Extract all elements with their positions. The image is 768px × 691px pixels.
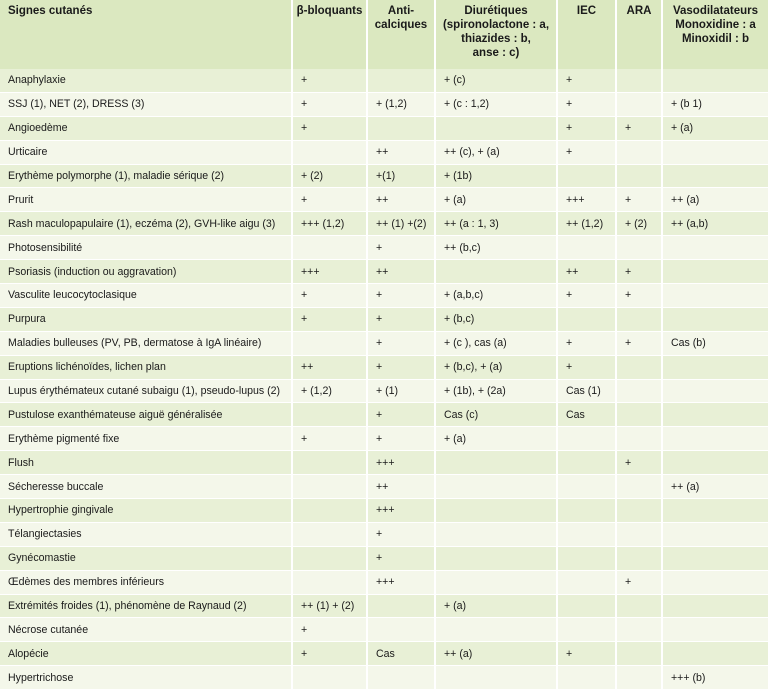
value-cell: ++	[367, 475, 435, 499]
value-cell	[557, 522, 616, 546]
value-cell: +	[557, 331, 616, 355]
table-row	[0, 116, 768, 140]
value-cell	[616, 499, 662, 523]
table-row	[0, 522, 768, 546]
value-cell: ++ (a : 1, 3)	[435, 212, 557, 236]
sign-cell: Erythème polymorphe (1), maladie sérique (2)	[0, 164, 292, 188]
value-cell	[292, 140, 367, 164]
value-cell	[367, 666, 435, 690]
value-cell	[616, 355, 662, 379]
value-cell	[435, 666, 557, 690]
value-cell: +	[557, 116, 616, 140]
value-cell	[367, 69, 435, 92]
value-cell	[616, 403, 662, 427]
header-vasodilatateurs: Vasodilatateurs Monoxidine : a Minoxidil : b	[662, 0, 768, 69]
value-cell: +	[367, 427, 435, 451]
value-cell: + (1)	[367, 379, 435, 403]
value-cell: ++	[292, 355, 367, 379]
sign-cell: Œdèmes des membres inférieurs	[0, 570, 292, 594]
value-cell: + (1b), + (2a)	[435, 379, 557, 403]
value-cell: +	[292, 307, 367, 331]
value-cell	[662, 69, 768, 92]
value-cell: +++	[292, 260, 367, 284]
value-cell	[616, 475, 662, 499]
value-cell: ++ (1) +(2)	[367, 212, 435, 236]
value-cell	[616, 522, 662, 546]
value-cell: ++	[557, 260, 616, 284]
value-cell: ++ (b,c)	[435, 236, 557, 260]
value-cell: +	[292, 92, 367, 116]
value-cell	[292, 236, 367, 260]
value-cell	[616, 69, 662, 92]
value-cell	[435, 522, 557, 546]
value-cell	[616, 236, 662, 260]
value-cell: +	[616, 260, 662, 284]
value-cell	[435, 570, 557, 594]
value-cell: +	[557, 92, 616, 116]
value-cell: + (a)	[435, 594, 557, 618]
value-cell: +++	[367, 451, 435, 475]
value-cell	[616, 379, 662, 403]
value-cell: +	[292, 188, 367, 212]
table-row	[0, 618, 768, 642]
value-cell: +	[292, 618, 367, 642]
header-beta-bloquants: β-bloquants	[292, 0, 367, 69]
value-cell	[367, 618, 435, 642]
value-cell	[616, 140, 662, 164]
value-cell	[662, 379, 768, 403]
table-row	[0, 331, 768, 355]
value-cell: +	[367, 236, 435, 260]
value-cell	[662, 618, 768, 642]
sign-cell: Alopécie	[0, 642, 292, 666]
value-cell: +	[367, 284, 435, 308]
sign-cell: Eruptions lichénoïdes, lichen plan	[0, 355, 292, 379]
value-cell	[557, 546, 616, 570]
value-cell	[616, 594, 662, 618]
value-cell: +	[557, 69, 616, 92]
header-ara: ARA	[616, 0, 662, 69]
value-cell	[616, 92, 662, 116]
value-cell	[557, 594, 616, 618]
sign-cell: Prurit	[0, 188, 292, 212]
header-anti-calciques: Anti- calciques	[367, 0, 435, 69]
sign-cell: Télangiectasies	[0, 522, 292, 546]
sign-cell: Rash maculopapulaire (1), eczéma (2), GVH-like aigu (3)	[0, 212, 292, 236]
value-cell: +	[367, 522, 435, 546]
value-cell	[662, 355, 768, 379]
value-cell	[557, 475, 616, 499]
header-signes-cutanes: Signes cutanés	[0, 0, 292, 69]
value-cell: +	[292, 116, 367, 140]
value-cell: Cas (c)	[435, 403, 557, 427]
value-cell: + (2)	[616, 212, 662, 236]
sign-cell: Anaphylaxie	[0, 69, 292, 92]
value-cell: +	[367, 307, 435, 331]
value-cell	[292, 331, 367, 355]
value-cell: ++	[367, 188, 435, 212]
value-cell	[662, 236, 768, 260]
value-cell: Cas	[557, 403, 616, 427]
sign-cell: Hypertrichose	[0, 666, 292, 690]
value-cell: Cas (b)	[662, 331, 768, 355]
header-diuretiques: Diurétiques (spironolactone : a, thiazides : b, anse : c)	[435, 0, 557, 69]
table-row	[0, 284, 768, 308]
value-cell: ++ (a,b)	[662, 212, 768, 236]
value-cell: Cas (1)	[557, 379, 616, 403]
value-cell: +++ (b)	[662, 666, 768, 690]
value-cell	[292, 403, 367, 427]
value-cell	[435, 618, 557, 642]
value-cell: +	[292, 284, 367, 308]
value-cell: ++	[367, 140, 435, 164]
sign-cell: Maladies bulleuses (PV, PB, dermatose à IgA linéaire)	[0, 331, 292, 355]
value-cell	[557, 236, 616, 260]
value-cell: + (a,b,c)	[435, 284, 557, 308]
table-row	[0, 499, 768, 523]
table-row	[0, 188, 768, 212]
table-row	[0, 379, 768, 403]
value-cell	[435, 116, 557, 140]
table-row	[0, 355, 768, 379]
value-cell	[662, 499, 768, 523]
sign-cell: Urticaire	[0, 140, 292, 164]
value-cell	[662, 451, 768, 475]
value-cell	[616, 164, 662, 188]
table-row	[0, 666, 768, 690]
table-row	[0, 427, 768, 451]
value-cell: + (b,c)	[435, 307, 557, 331]
table-row	[0, 594, 768, 618]
table-body	[0, 69, 768, 690]
value-cell	[662, 642, 768, 666]
value-cell: +	[557, 284, 616, 308]
value-cell	[662, 284, 768, 308]
value-cell: +	[367, 331, 435, 355]
sign-cell: Nécrose cutanée	[0, 618, 292, 642]
value-cell	[662, 427, 768, 451]
value-cell	[367, 594, 435, 618]
value-cell	[662, 260, 768, 284]
sign-cell: Pustulose exanthémateuse aiguë généralisée	[0, 403, 292, 427]
value-cell: ++	[367, 260, 435, 284]
value-cell	[557, 666, 616, 690]
value-cell	[616, 427, 662, 451]
sign-cell: Angioedème	[0, 116, 292, 140]
value-cell	[662, 570, 768, 594]
value-cell: +	[616, 451, 662, 475]
value-cell: + (2)	[292, 164, 367, 188]
value-cell	[557, 451, 616, 475]
value-cell	[557, 427, 616, 451]
header-iec: IEC	[557, 0, 616, 69]
table-row	[0, 164, 768, 188]
value-cell: +	[367, 355, 435, 379]
value-cell: + (1b)	[435, 164, 557, 188]
table-row	[0, 475, 768, 499]
value-cell: +	[292, 69, 367, 92]
table-row	[0, 307, 768, 331]
sign-cell: Extrémités froides (1), phénomène de Raynaud (2)	[0, 594, 292, 618]
value-cell	[662, 164, 768, 188]
table-row	[0, 546, 768, 570]
value-cell	[616, 618, 662, 642]
sign-cell: Psoriasis (induction ou aggravation)	[0, 260, 292, 284]
sign-cell: Photosensibilité	[0, 236, 292, 260]
value-cell: + (a)	[662, 116, 768, 140]
value-cell: +++	[367, 570, 435, 594]
value-cell: ++ (1,2)	[557, 212, 616, 236]
table-row	[0, 212, 768, 236]
value-cell	[435, 260, 557, 284]
sign-cell: Hypertrophie gingivale	[0, 499, 292, 523]
value-cell	[662, 140, 768, 164]
table-row	[0, 451, 768, 475]
value-cell	[292, 499, 367, 523]
table-row	[0, 260, 768, 284]
value-cell	[616, 642, 662, 666]
value-cell: +	[367, 403, 435, 427]
value-cell: + (c : 1,2)	[435, 92, 557, 116]
value-cell	[292, 522, 367, 546]
sign-cell: Flush	[0, 451, 292, 475]
value-cell: +	[616, 570, 662, 594]
value-cell: +	[292, 427, 367, 451]
table-row	[0, 69, 768, 92]
value-cell: + (c ), cas (a)	[435, 331, 557, 355]
table-row	[0, 92, 768, 116]
value-cell	[557, 618, 616, 642]
value-cell	[557, 570, 616, 594]
value-cell: +	[557, 642, 616, 666]
value-cell: +++	[367, 499, 435, 523]
value-cell: +	[616, 116, 662, 140]
value-cell: + (a)	[435, 188, 557, 212]
value-cell	[292, 475, 367, 499]
value-cell: + (c)	[435, 69, 557, 92]
value-cell	[557, 164, 616, 188]
value-cell: ++ (a)	[435, 642, 557, 666]
value-cell: + (a)	[435, 427, 557, 451]
value-cell: ++ (c), + (a)	[435, 140, 557, 164]
value-cell: Cas	[367, 642, 435, 666]
value-cell: +++ (1,2)	[292, 212, 367, 236]
value-cell	[557, 307, 616, 331]
value-cell	[292, 666, 367, 690]
value-cell	[435, 546, 557, 570]
table-row	[0, 642, 768, 666]
value-cell	[292, 451, 367, 475]
table-row	[0, 236, 768, 260]
sign-cell: Sécheresse buccale	[0, 475, 292, 499]
value-cell: ++ (a)	[662, 475, 768, 499]
value-cell	[616, 307, 662, 331]
value-cell	[435, 451, 557, 475]
value-cell: +	[557, 140, 616, 164]
sign-cell: Purpura	[0, 307, 292, 331]
value-cell: +++	[557, 188, 616, 212]
sign-cell: SSJ (1), NET (2), DRESS (3)	[0, 92, 292, 116]
value-cell: +	[616, 188, 662, 212]
sign-cell: Vasculite leucocytoclasique	[0, 284, 292, 308]
value-cell	[662, 307, 768, 331]
value-cell: +	[616, 331, 662, 355]
value-cell	[292, 546, 367, 570]
sign-cell: Lupus érythémateux cutané subaigu (1), pseudo-lupus (2)	[0, 379, 292, 403]
value-cell: + (b,c), + (a)	[435, 355, 557, 379]
table-row	[0, 570, 768, 594]
value-cell	[367, 116, 435, 140]
value-cell: +	[616, 284, 662, 308]
value-cell	[435, 499, 557, 523]
table-row	[0, 403, 768, 427]
value-cell	[435, 475, 557, 499]
value-cell: +(1)	[367, 164, 435, 188]
value-cell: ++ (a)	[662, 188, 768, 212]
value-cell	[662, 594, 768, 618]
value-cell: +	[292, 642, 367, 666]
value-cell	[557, 499, 616, 523]
value-cell: +	[367, 546, 435, 570]
value-cell: ++ (1) + (2)	[292, 594, 367, 618]
value-cell	[662, 546, 768, 570]
value-cell: + (b 1)	[662, 92, 768, 116]
table-header	[0, 0, 768, 69]
sign-cell: Gynécomastie	[0, 546, 292, 570]
table-row	[0, 140, 768, 164]
value-cell	[292, 570, 367, 594]
value-cell: + (1,2)	[367, 92, 435, 116]
value-cell	[662, 403, 768, 427]
value-cell: +	[557, 355, 616, 379]
value-cell: + (1,2)	[292, 379, 367, 403]
value-cell	[616, 666, 662, 690]
value-cell	[662, 522, 768, 546]
value-cell	[616, 546, 662, 570]
sign-cell: Erythème pigmenté fixe	[0, 427, 292, 451]
